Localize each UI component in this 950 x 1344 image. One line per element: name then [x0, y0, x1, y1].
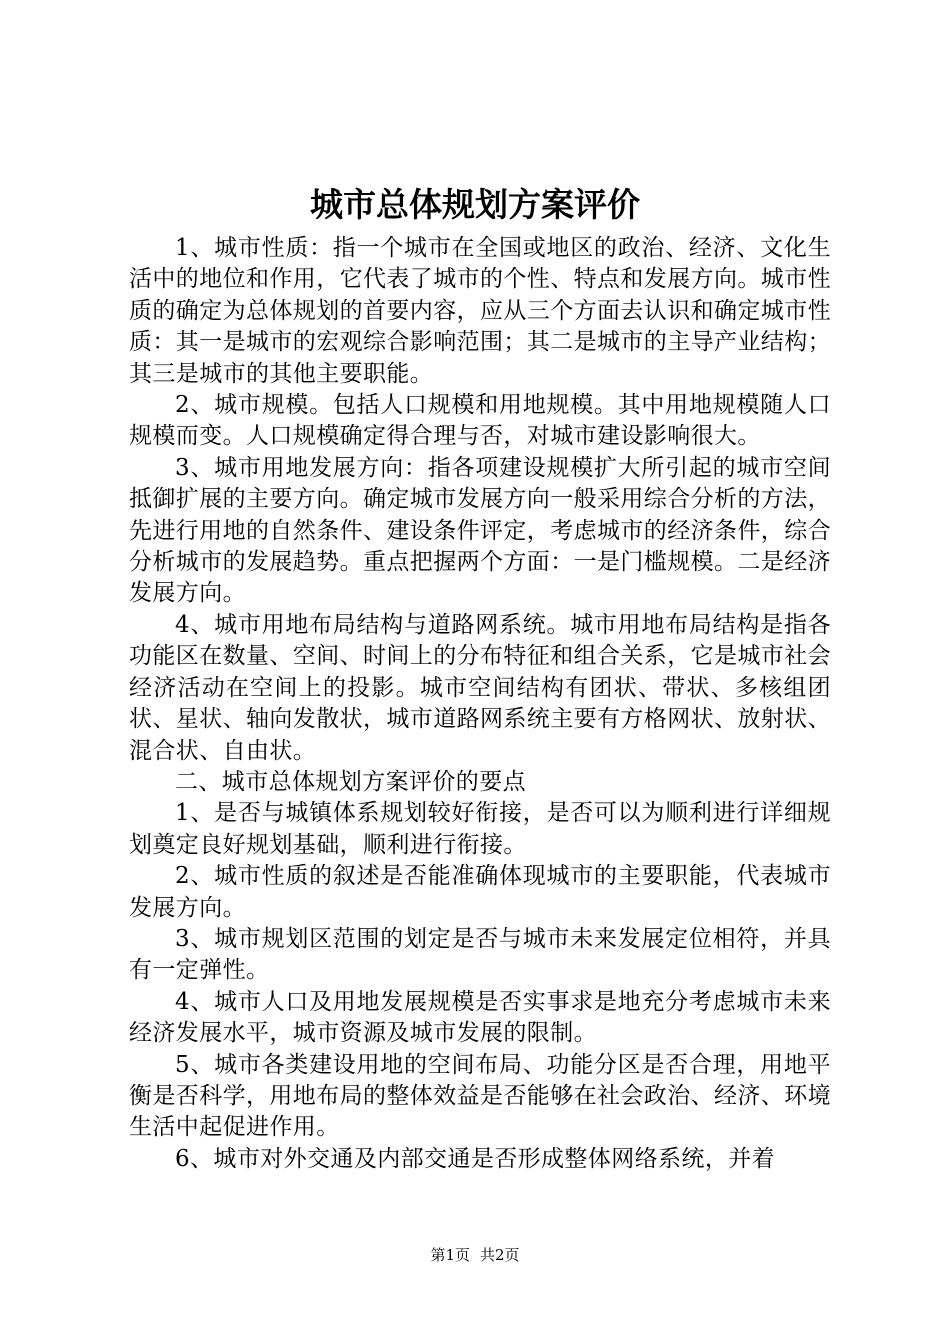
- page-number-current: 第1页: [430, 1246, 470, 1264]
- paragraph-point-2: 2、城市性质的叙述是否能准确体现城市的主要职能，代表城市发展方向。: [129, 863, 831, 921]
- section-heading-evaluation-points: 二、城市总体规划方案评价的要点: [175, 768, 526, 795]
- page-footer: [0, 1245, 950, 1265]
- paragraph-land-development-direction: 3、城市用地发展方向：指各项建设规模扩大所引起的城市空间抵御扩展的主要方向。确定城市发展方向一般采用综合分析的方法，先进行用地的自然条件、建设条件评定，考虑城市的经济条件，综合分析城市的发展趋势。重点把握两个方面：一是门槛规模。二是经济发展方向。: [129, 454, 831, 607]
- paragraph-point-5: 5、城市各类建设用地的空间布局、功能分区是否合理，用地平衡是否科学，用地布局的整体效益是否能够在社会政治、经济、环境生活中起促进作用。: [129, 1051, 831, 1141]
- paragraph-land-layout-road-network: 4、城市用地布局结构与道路网系统。城市用地布局结构是指各功能区在数量、空间、时间上的分布特征和组合关系，它是城市社会经济活动在空间上的投影。城市空间结构有团状、带状、多核组团状、星状、轴向发散状，城市道路网系统主要有方格网状、放射状、混合状、自由状。: [129, 611, 831, 764]
- paragraph-point-6: 6、城市对外交通及内部交通是否形成整体网络系统，并着: [175, 1145, 776, 1172]
- page-number-total: 共2页: [480, 1246, 520, 1264]
- paragraph-point-3: 3、城市规划区范围的划定是否与城市未来发展定位相符，并具有一定弹性。: [129, 925, 831, 984]
- paragraph-point-1: 1、是否与城镇体系规划较好衔接，是否可以为顺利进行详细规划奠定良好规划基础，顺利进行衔接。: [129, 800, 831, 858]
- document-title: 城市总体规划方案评价: [310, 185, 640, 224]
- document-body: [129, 233, 831, 1175]
- paragraph-city-nature: 1、城市性质：指一个城市在全国或地区的政治、经济、文化生活中的地位和作用，它代表了城市的个性、特点和发展方向。城市性质的确定为总体规划的首要内容，应从三个方面去认识和确定城市性质：其一是城市的宏观综合影响范围；其二是城市的主导产业结构；其三是城市的其他主要职能。: [129, 235, 831, 387]
- paragraph-city-scale: 2、城市规模。包括人口规模和用地规模。其中用地规模随人口规模而变。人口规模确定得合理与否，对城市建设影响很大。: [129, 392, 831, 450]
- paragraph-point-4: 4、城市人口及用地发展规模是否实事求是地充分考虑城市未来经济发展水平，城市资源及城市发展的限制。: [129, 988, 831, 1047]
